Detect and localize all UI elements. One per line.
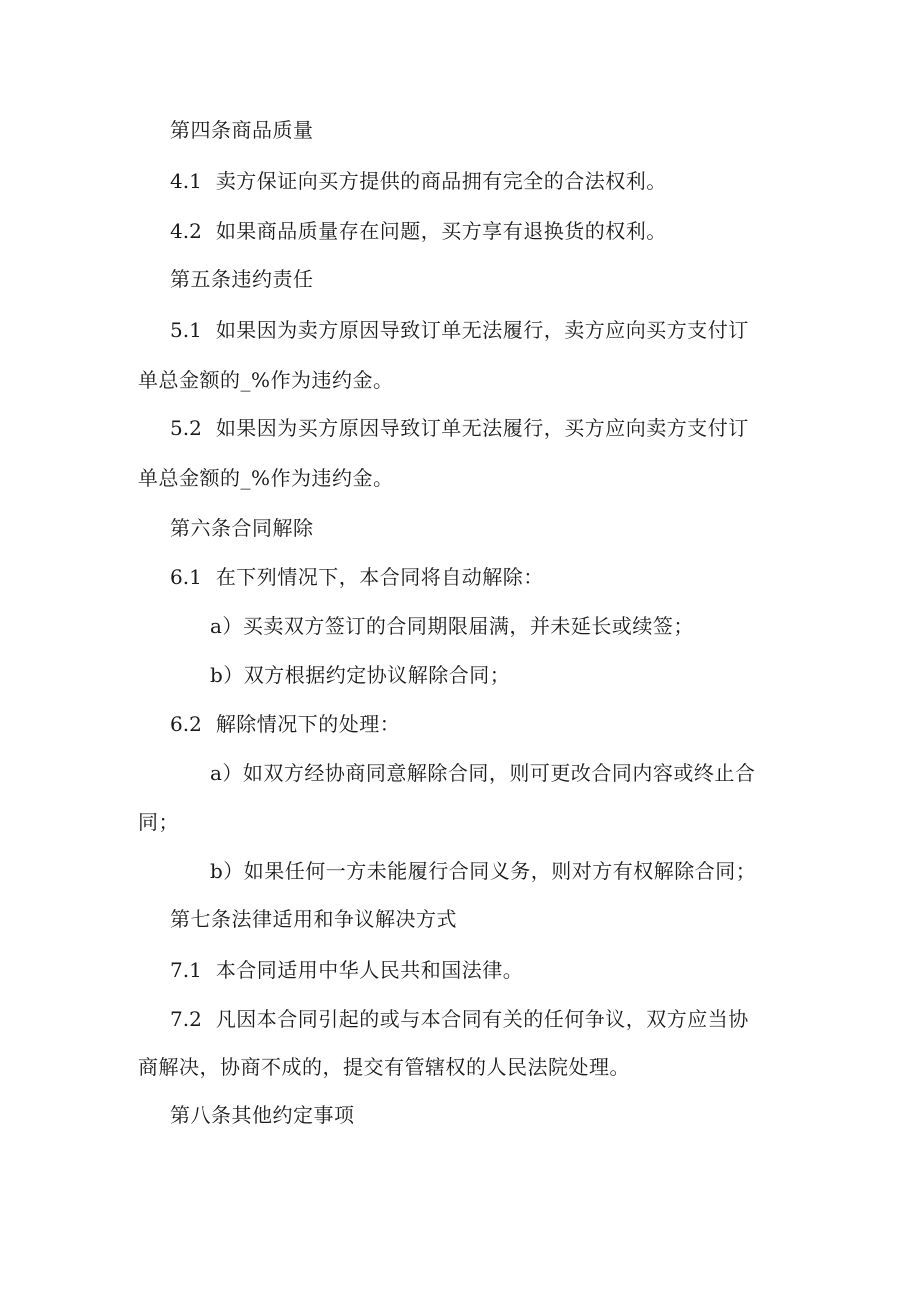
clause-5-2: 5.2 如果因为买方原因导致订单无法履行，买方应向卖方支付订 — [170, 416, 749, 440]
clause-7-2-continued: 商解决，协商不成的，提交有管辖权的人民法院处理。 — [138, 1055, 630, 1079]
clause-6-2: 6.2 解除情况下的处理： — [170, 712, 401, 736]
clause-6-2-item-a-continued: 同； — [138, 810, 179, 834]
clause-7-2: 7.2 凡因本合同引起的或与本合同有关的任何争议，双方应当协 — [170, 1007, 749, 1031]
clause-6-1: 6.1 在下列情况下，本合同将自动解除： — [170, 565, 544, 589]
section-heading-4: 第四条商品质量 — [170, 118, 314, 142]
clause-5-2-continued: 单总金额的_%作为违约金。 — [138, 466, 394, 490]
section-heading-8: 第八条其他约定事项 — [170, 1103, 355, 1127]
clause-6-2-item-b: b）如果任何一方未能履行合同义务，则对方有权解除合同； — [210, 859, 757, 883]
clause-6-2-item-a: a）如双方经协商同意解除合同，则可更改合同内容或终止合 — [210, 761, 756, 785]
clause-4-2: 4.2 如果商品质量存在问题，买方享有退换货的权利。 — [170, 219, 667, 243]
clause-6-1-item-b: b）双方根据约定协议解除合同； — [210, 663, 511, 687]
section-heading-7: 第七条法律适用和争议解决方式 — [170, 907, 457, 931]
clause-6-1-item-a: a）买卖双方签订的合同期限届满，并未延长或续签； — [210, 614, 694, 638]
section-heading-5: 第五条违约责任 — [170, 267, 314, 291]
clause-4-1: 4.1 卖方保证向买方提供的商品拥有完全的合法权利。 — [170, 169, 667, 193]
clause-5-1-continued: 单总金额的_%作为违约金。 — [138, 368, 394, 392]
clause-7-1: 7.1 本合同适用中华人民共和国法律。 — [170, 958, 524, 982]
section-heading-6: 第六条合同解除 — [170, 516, 314, 540]
clause-5-1: 5.1 如果因为卖方原因导致订单无法履行，卖方应向买方支付订 — [170, 318, 749, 342]
